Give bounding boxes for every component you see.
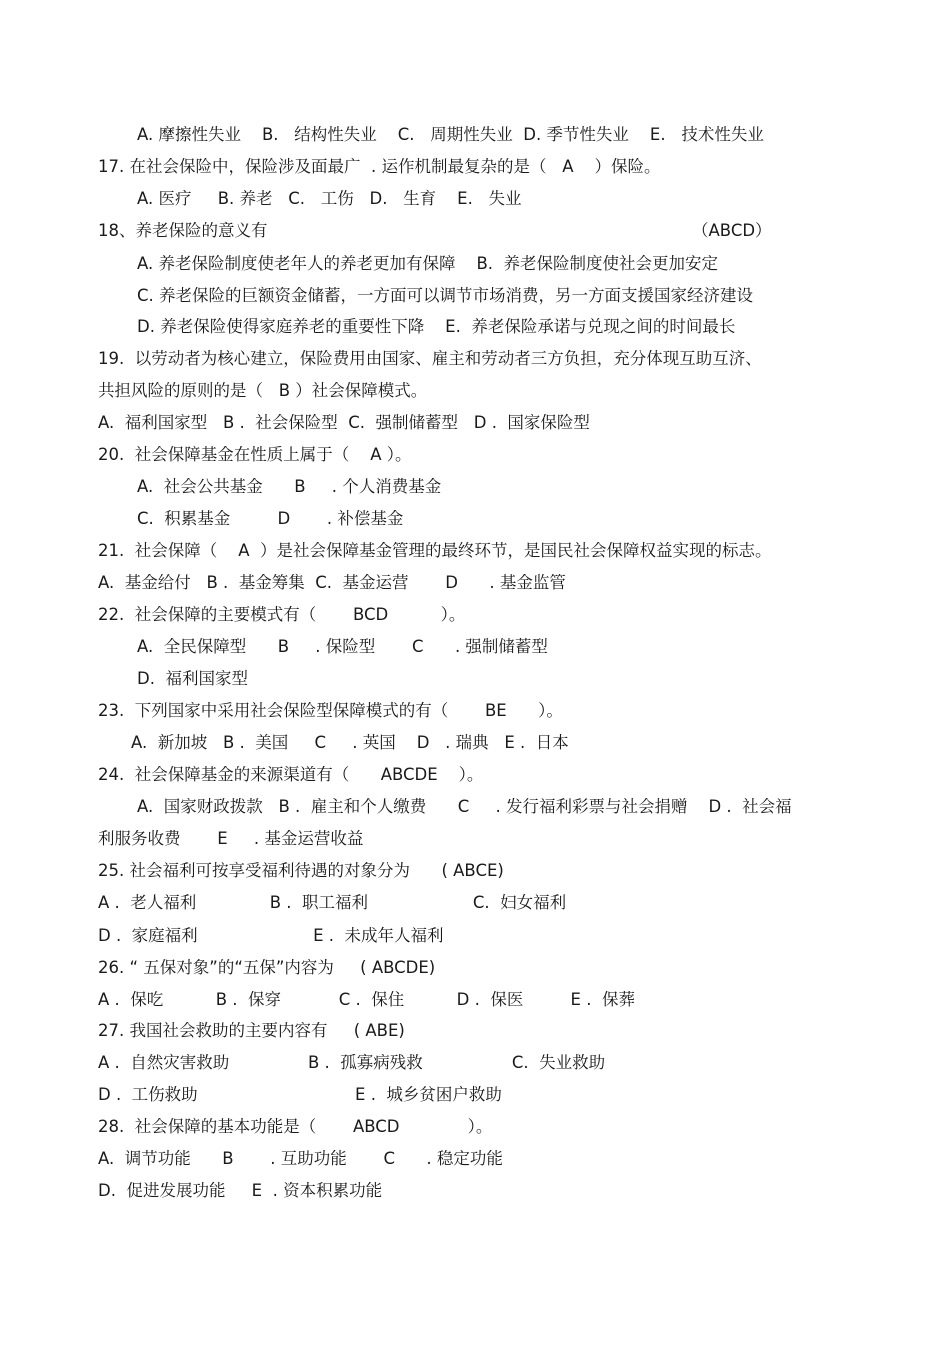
- q19-question-line2: 共担风险的原则的是（ B ）社会保障模式。: [98, 381, 428, 400]
- q20-options-ab: A. 社会公共基金 B . 个人消费基金: [137, 477, 442, 496]
- q20-question: 20. 社会保障基金在性质上属于（ A ）。: [98, 445, 412, 464]
- q18-option-de: D. 养老保险使得家庭养老的重要性下降 E. 养老保险承诺与兑现之间的时间最长: [137, 317, 736, 336]
- q18-option-ab: A. 养老保险制度使老年人的养老更加有保障 B. 养老保险制度使社会更加安定: [137, 254, 719, 273]
- q16-options: A. 摩擦性失业 B. 结构性失业 C. 周期性失业 D. 季节性失业 E. 技术性失业: [137, 125, 764, 144]
- q23-question: 23. 下列国家中采用社会保险型保障模式的有（ BE ）。: [98, 701, 563, 720]
- q28-question: 28. 社会保障的基本功能是（ ABCD ）。: [98, 1117, 493, 1136]
- q24-question: 24. 社会保障基金的来源渠道有（ ABCDE ）。: [98, 765, 484, 784]
- q20-options-cd: C. 积累基金 D . 补偿基金: [137, 509, 404, 528]
- q22-question: 22. 社会保障的主要模式有（ BCD ）。: [98, 605, 466, 624]
- q18-answer: （ABCD）: [692, 221, 772, 240]
- q26-question: 26. “ 五保对象”的“五保”内容为 ( ABCDE): [98, 958, 436, 977]
- q21-options: A. 基金给付 B . 基金筹集 C. 基金运营 D . 基金监管: [98, 573, 566, 592]
- q22-options-abc: A. 全民保障型 B . 保险型 C . 强制储蓄型: [137, 637, 548, 656]
- q17-options: A. 医疗 B. 养老 C. 工伤 D. 生育 E. 失业: [137, 189, 522, 208]
- q26-options: A . 保吃 B . 保穿 C . 保住 D . 保医 E . 保葬: [98, 990, 635, 1009]
- q18-question: 18、养老保险的意义有: [98, 221, 268, 240]
- q23-options: A. 新加坡 B . 美国 C . 英国 D . 瑞典 E . 日本: [131, 733, 569, 752]
- q24-options-line2: 利服务收费 E . 基金运营收益: [98, 829, 364, 848]
- q21-question: 21. 社会保障（ A ）是社会保障基金管理的最终环节，是国民社会保障权益实现的标志。: [98, 541, 772, 560]
- q18-option-c: C. 养老保险的巨额资金储蓄，一方面可以调节市场消费，另一方面支援国家经济建设: [137, 286, 754, 305]
- q19-options: A. 福利国家型 B . 社会保险型 C. 强制储蓄型 D . 国家保险型: [98, 413, 590, 432]
- q28-options-abc: A. 调节功能 B . 互助功能 C . 稳定功能: [98, 1149, 503, 1168]
- q17-question: 17. 在社会保险中，保险涉及面最广 . 运作机制最复杂的是（ A ）保险。: [98, 157, 661, 176]
- q27-options-abc: A . 自然灾害救助 B . 孤寡病残救 C. 失业救助: [98, 1053, 606, 1072]
- q25-options-de: D . 家庭福利 E . 未成年人福利: [98, 926, 444, 945]
- q19-question-line1: 19. 以劳动者为核心建立，保险费用由国家、雇主和劳动者三方负担，充分体现互助互济、: [98, 349, 762, 368]
- q22-option-d: D. 福利国家型: [137, 669, 248, 688]
- q24-options-line1: A. 国家财政拨款 B . 雇主和个人缴费 C . 发行福利彩票与社会捐赠 D . 社会福: [137, 797, 792, 816]
- q25-options-abc: A . 老人福利 B . 职工福利 C. 妇女福利: [98, 893, 567, 912]
- q28-options-de: D. 促进发展功能 E . 资本积累功能: [98, 1181, 383, 1200]
- q27-options-de: D . 工伤救助 E . 城乡贫困户救助: [98, 1085, 502, 1104]
- q25-question: 25. 社会福利可按享受福利待遇的对象分为 ( ABCE): [98, 861, 504, 880]
- q27-question: 27. 我国社会救助的主要内容有 ( ABE): [98, 1021, 405, 1040]
